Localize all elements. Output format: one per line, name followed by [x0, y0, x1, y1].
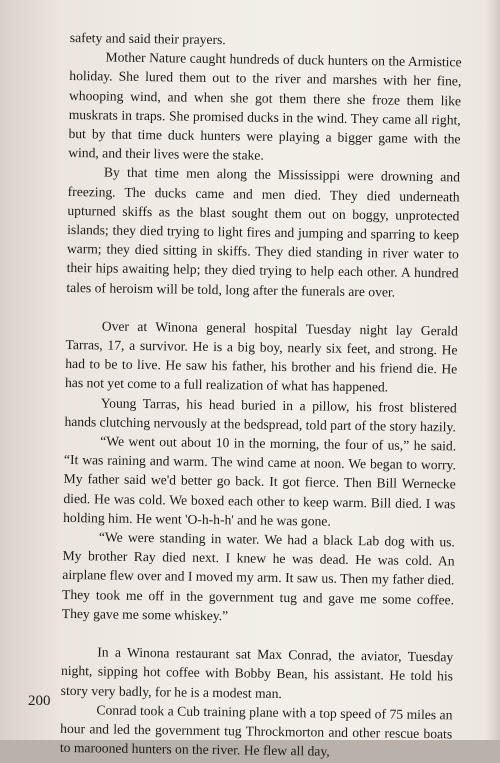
page-number: 200	[28, 693, 51, 709]
paragraph: Young Tarras, his head buried in a pillow, his frost blistered hands clutching nervously at the bedspread, told part of the story hazily.	[64, 395, 457, 435]
paragraph: By that time men along the Mississippi were drowning and freezing. The ducks came and men died. They died underneath upturned skiffs as the blast sought them out on boggy, unprotected islands; they died trying to light fires and jumping and sparring to keep warm; they died sitting in skiffs. They died standing in river water to their hips awaiting help; they died trying to help each other. A hundred tales of heroism will be told, long after the funerals are over.	[66, 164, 461, 300]
paragraph: “We were standing in water. We had a black Lab dog with us. My brother Ray died next. I knew he was dead. He was cold. An airplane flew over and I moved my arm. It saw us. Then my father died. They took me off in the government tug and gave me some coffee. They gave me some whiskey.”	[61, 529, 455, 624]
paragraph: In a Winona restaurant sat Max Conrad, the aviator, Tuesday night, sipping hot coffee with Bobby Bean, his assistant. He told his story very badly, for he is a modest man.	[60, 644, 454, 701]
paragraph: Mother Nature caught hundreds of duck hunters on the Armistice holiday. She lured them out to the river and marshes with her fine, whooping wind, and when she got them there she froze them like muskrats in traps. She promised ducks in the wind. They came all right, but by that time duck hunters were playing a bigger game with the wind, and their lives were the stake.	[68, 49, 462, 163]
body-text	[60, 28, 462, 763]
paragraph: “We went out about 10 in the morning, the four of us,” he said. “It was raining and warm. The wind came at noon. We began to worry. My father said we'd better go back. It got fierce. Then Bill Wernecke died. He was cold. We boxed each other to keep warm. Bill died. I was holding him. He went 'O-h-h-h' and he was gone.	[63, 433, 457, 529]
paragraph: Over at Winona general hospital Tuesday night lay Gerald Tarras, 17, a survivor. He is a big boy, nearly six feet, and strong. He had to be to live. He saw his father, his brother and his friend die. He has not yet come to a full realization of what has happened.	[64, 318, 458, 395]
paragraph: Conrad took a Cub training plane with a top speed of 75 miles an hour and led the government tug Throckmorton and other rescue boats to marooned hunters on the river. He flew all day,	[59, 702, 453, 759]
paragraph: safety and said their prayers.	[69, 29, 226, 48]
